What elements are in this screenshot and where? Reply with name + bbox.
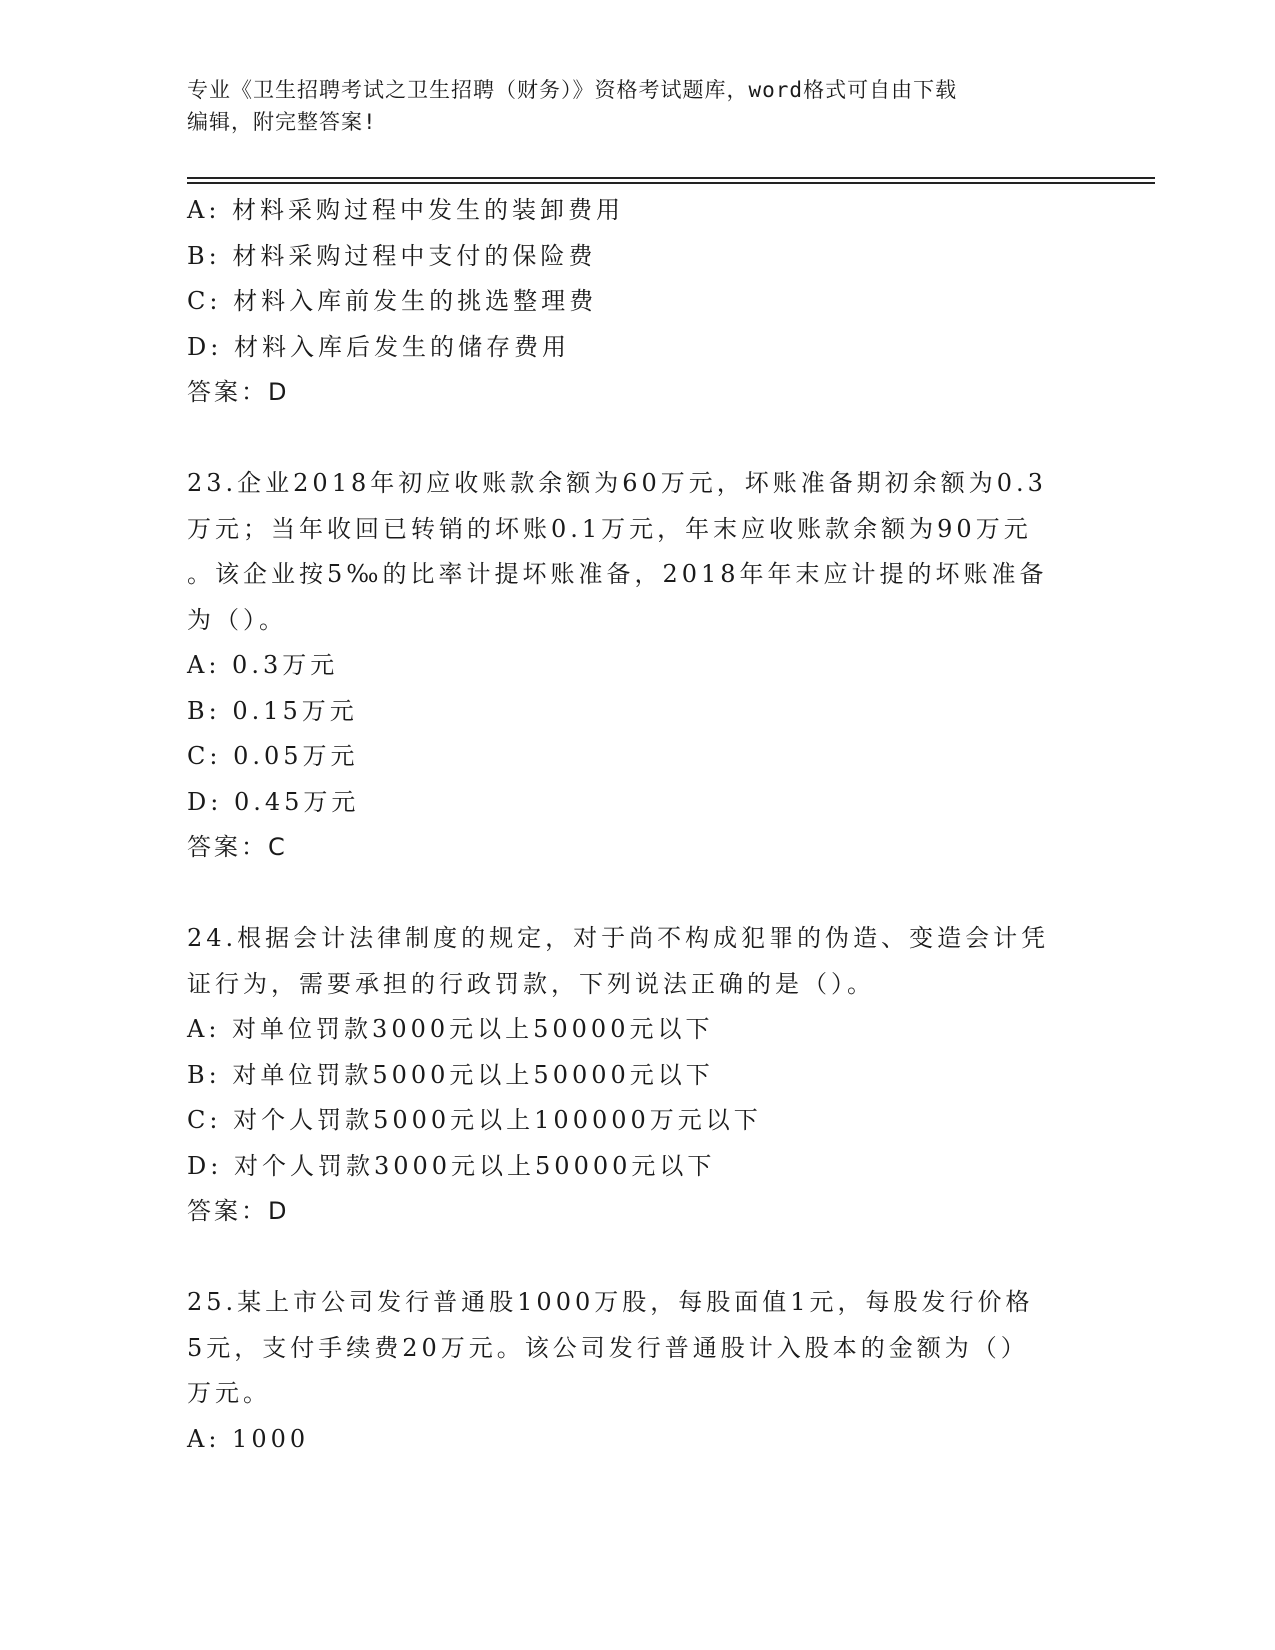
option-d: D: 0.45万元 [187,787,360,816]
question-stem-line: 万元。 [187,1379,271,1407]
answer-line: 答案：D [187,378,290,406]
option-d: D: 对个人罚款3000元以上50000元以下 [187,1151,716,1180]
option-c: C: 对个人罚款5000元以上100000万元以下 [187,1106,762,1134]
question-25 [187,1280,1087,1462]
header-line-2: 编辑，附完整答案! [187,110,377,134]
answer-line: 答案：D [187,1197,290,1225]
header-line-1: 专业《卫生招聘考试之卫生招聘（财务）》资格考试题库，word格式可自由下载 [187,78,958,102]
question-stem-line: 5元，支付手续费20万元。该公司发行普通股计入股本的金额为（） [187,1333,1029,1362]
spacer [187,416,1087,462]
question-list [187,188,1087,1462]
header-divider-top [187,177,1155,179]
question-22 [187,188,1087,416]
question-stem-line: 为（）。 [187,605,287,634]
option-c: C: 0.05万元 [187,742,359,770]
option-b: B: 0.15万元 [187,696,358,725]
answer-line: 答案：C [187,833,288,861]
question-stem-line: 24.根据会计法律制度的规定，对于尚不构成犯罪的伪造、变造会计凭 [187,924,1050,952]
question-stem-line: 25.某上市公司发行普通股1000万股，每股面值1元，每股发行价格 [187,1288,1034,1316]
document-header [187,74,1067,138]
question-stem-line: 23.企业2018年初应收账款余额为60万元，坏账准备期初余额为0.3 [187,469,1047,497]
spacer [187,871,1087,917]
option-a: A: 材料采购过程中发生的装卸费用 [187,196,625,224]
option-a: A: 1000 [187,1424,310,1453]
question-stem-line: 证行为，需要承担的行政罚款，下列说法正确的是（）。 [187,969,875,998]
question-23 [187,461,1087,871]
option-b: B: 对单位罚款5000元以上50000元以下 [187,1060,714,1089]
option-d: D: 材料入库后发生的储存费用 [187,332,570,361]
question-stem-line: 。该企业按5‰的比率计提坏账准备，2018年年末应计提的坏账准备 [187,560,1048,588]
option-c: C: 材料入库前发生的挑选整理费 [187,287,598,315]
spacer [187,1235,1087,1281]
option-b: B: 材料采购过程中支付的保险费 [187,241,597,270]
question-24 [187,916,1087,1235]
option-a: A: 对单位罚款3000元以上50000元以下 [187,1015,714,1043]
question-stem-line: 万元；当年收回已转销的坏账0.1万元，年末应收账款余额为90万元 [187,514,1032,543]
header-divider-bottom [187,182,1155,184]
option-a: A: 0.3万元 [187,651,339,679]
